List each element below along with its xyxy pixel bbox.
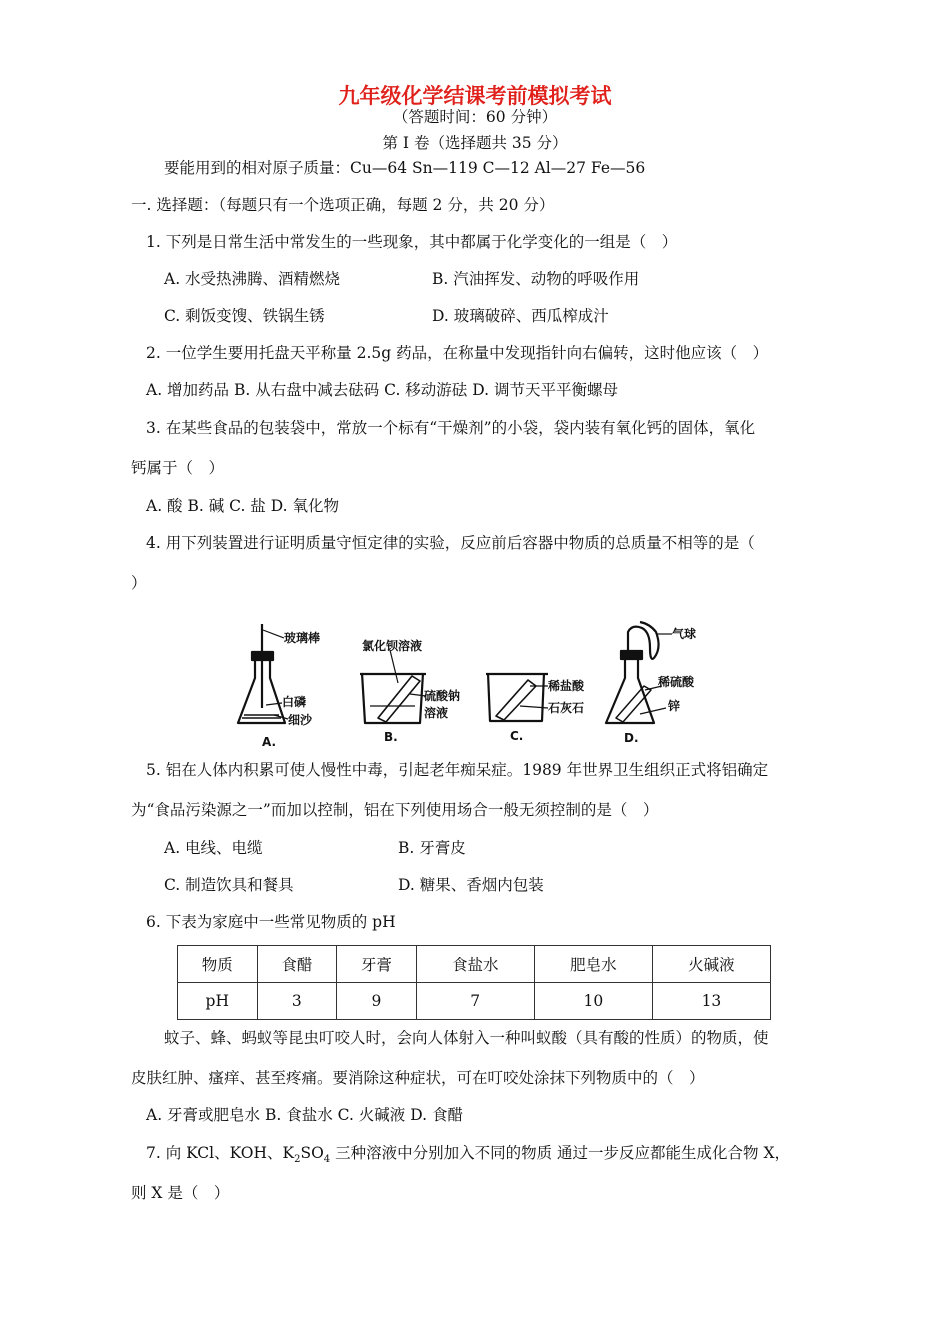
table-cell: 肥皂水 [534,946,652,983]
caption-a: A. [262,735,277,748]
apparatus-b [360,650,426,723]
q5-option-b: B. 牙膏皮 [398,839,466,857]
label-dilute-hcl: 稀盐酸 [548,679,585,693]
section-header: 第 I 卷（选择题共 35 分） [382,134,568,152]
q1-option-a: A. 水受热沸腾、酒精燃烧 [164,270,341,288]
q4-apparatus-figure [230,618,720,748]
caption-d: D. [624,731,639,745]
q1-option-c: C. 剩饭变馊、铁锅生锈 [164,307,325,325]
q1-option-d: D. 玻璃破碎、西瓜榨成汁 [432,307,609,325]
q1-option-b: B. 汽油挥发、动物的呼吸作用 [432,270,640,288]
q7-subscript: 2 [294,1154,301,1166]
q7-stem-text: SO [300,1144,324,1162]
caption-b: B. [384,730,398,744]
table-cell: 物质 [178,946,258,983]
table-cell: 3 [257,983,337,1020]
label-white-phosphorus: 白磷 [282,695,307,709]
apparatus-a [238,624,288,723]
table-cell: 牙膏 [337,946,417,983]
table-cell: 7 [416,983,534,1020]
label-zinc: 锌 [668,699,681,713]
atomic-mass-line: 要能用到的相对原子质量：Cu—64 Sn—119 C—12 Al—27 Fe—56 [164,159,646,177]
label-glass-rod: 玻璃棒 [284,631,321,645]
q1-stem: 1. 下列是日常生活中常发生的一些现象，其中都属于化学变化的一组是（ ） [146,233,678,251]
q6-paragraph-line2: 皮肤红肿、瘙痒、甚至疼痛。要消除这种症状，可在叮咬处涂抹下列物质中的（ ） [131,1069,705,1087]
q7-subscript: 4 [323,1154,331,1166]
part-one-header: 一. 选择题：（每题只有一个选项正确，每题 2 分，共 20 分） [131,196,555,214]
label-solution: 溶液 [424,706,449,720]
q7-stem-line2: 则 X 是（ ） [131,1184,230,1202]
q7-stem-text: 7. 向 KCl、KOH、K [146,1144,295,1162]
q2-options: A. 增加药品 B. 从右盘中减去砝码 C. 移动游砝 D. 调节天平平衡螺母 [146,381,618,399]
table-cell: 食盐水 [416,946,534,983]
label-dilute-h2so4: 稀硫酸 [658,675,695,689]
q6-options: A. 牙膏或肥皂水 B. 食盐水 C. 火碱液 D. 食醋 [146,1106,463,1124]
q4-stem-line2: ） [131,574,147,592]
q5-option-c: C. 制造饮具和餐具 [164,876,294,894]
q3-stem-line1: 3. 在某些食品的包装袋中，常放一个标有“干燥剂”的小袋，袋内装有氧化钙的固体，氧化 [146,419,756,437]
q4-stem-line1: 4. 用下列装置进行证明质量守恒定律的实验，反应前后容器中物质的总质量不相等的是（ [146,534,755,552]
q6-paragraph-line1: 蚊子、蜂、蚂蚁等昆虫叮咬人时，会向人体射入一种叫蚁酸（具有酸的性质）的物质，使 [164,1029,769,1047]
ph-table [177,945,771,1020]
exam-time: （答题时间：60 分钟） [392,108,558,126]
q7-stem-text: 三种溶液中分别加入不同的物质 通过一步反应都能生成化合物 X， [330,1144,790,1162]
q6-stem: 6. 下表为家庭中一些常见物质的 pH [146,913,396,931]
q5-stem-line1: 5. 铝在人体内积累可使人慢性中毒，引起老年痴呆症。1989 年世界卫生组织正式将铝确定 [146,761,769,779]
q5-option-d: D. 糖果、香烟内包装 [398,876,544,894]
caption-c: C. [510,729,524,743]
q2-stem: 2. 一位学生要用托盘天平称量 2.5g 药品，在称量中发现指针向右偏转，这时他应该（ ） [146,344,769,362]
apparatus-c [486,673,548,721]
table-cell: pH [178,983,258,1020]
label-na2so4: 硫酸钠 [424,689,461,703]
ph-table-value-row [178,983,771,1020]
label-limestone: 石灰石 [548,701,585,715]
apparatus-d [606,622,672,723]
q5-option-a: A. 电线、电缆 [164,839,263,857]
table-cell: 13 [652,983,770,1020]
table-cell: 10 [534,983,652,1020]
q3-options: A. 酸 B. 碱 C. 盐 D. 氧化物 [146,497,339,515]
table-cell: 食醋 [257,946,337,983]
label-fine-sand: 细沙 [288,713,313,727]
ph-table-header-row [178,946,771,983]
q7-stem-line1 [146,1143,790,1170]
table-cell: 火碱液 [652,946,770,983]
q5-stem-line2: 为“食品污染源之一”而加以控制，铝在下列使用场合一般无须控制的是（ ） [131,801,659,819]
table-cell: 9 [337,983,417,1020]
exam-title: 九年级化学结课考前模拟考试 [338,83,612,108]
label-bacl2: 氯化钡溶液 [362,639,423,653]
q3-stem-line2: 钙属于（ ） [131,459,225,477]
label-balloon: 气球 [672,627,697,641]
